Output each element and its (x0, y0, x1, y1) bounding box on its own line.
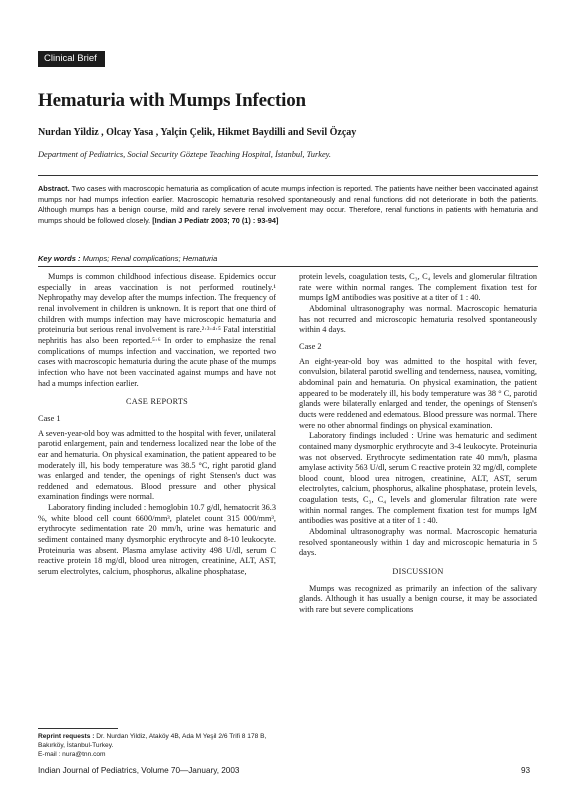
affiliation: Department of Pediatrics, Social Security Göztepe Teaching Hospital, İstanbul, Turkey. (38, 150, 332, 159)
abstract-label: Abstract. (38, 184, 70, 193)
case1-continued-paragraph: protein levels, coagulation tests, C₃, C₄ levels and glomerular filtration rate were within normal ranges. The complement fixation test for mumps IgM antibodies was positive at a titer of 1 : 40. (299, 272, 537, 303)
footnote-divider (38, 728, 118, 729)
abstract-text: Two cases with macroscopic hematuria as complication of acute mumps infection is reported. The patients have neither been vaccinated against mumps nor had mumps infection earlier. Macroscopic hematuria resolved spontaneously and renal functions did not deteriorate in both the patients. Although mumps has a benign course, mild and rarely severe renal involvement may occur. Therefore, renal functions in patients with hematuria and mumps should be followed closely. (38, 184, 538, 225)
right-column (299, 272, 537, 616)
case1-lab-paragraph: Laboratory finding included : hemoglobin 10.7 g/dl, hematocrit 36.3 %, white blood cell count 6600/mm³, platelet count 315 000/mm³, erythrocyte sedimentation rate 20 mm/h, urine was hematuric and sediment contained many dysmorphic erythrocyte and 8-10 leukocyte. Proteinuria was absent. Plasma amylase activity 498 U/dl, serum C reactive protein 18 mg/dl, blood urea nitrogen, creatinine, ALT, AST, serum electrolytes, calcium, phosphorus, alkaline phosphatase, (38, 503, 276, 577)
page-number: 93 (521, 766, 531, 775)
reprint-email: E-mail : nura@tnn.com (38, 751, 106, 758)
divider (38, 266, 538, 267)
journal-footer: Indian Journal of Pediatrics, Volume 70—January, 2003 (38, 766, 240, 775)
discussion-heading: DISCUSSION (392, 567, 444, 577)
case2-heading: Case 2 (299, 341, 322, 351)
case1-heading: Case 1 (38, 413, 61, 423)
keywords-label: Key words : (38, 254, 81, 263)
case1-paragraph: A seven-year-old boy was admitted to the hospital with fever, unilateral parotid enlargement, pain and tenderness localized near the lobe of the ear and hematuria. On physical examination, the patient appeared to be moderately ill, his body temperature was 38.5 °C, right parotid gland was enlarged and tender, the openings of right Stensen's duct was reddened and edematous. Blood pressure and other physical examination findings were normal. (38, 428, 276, 502)
reprint-label: Reprint requests : (38, 733, 95, 740)
reprint-footnote (38, 732, 276, 759)
case2-paragraph: An eight-year-old boy was admitted to the hospital with fever, convulsion, bilateral parotid swelling and tenderness, nausea, vomiting, abdominal pain and hematuria. On physical examination, the patient appeared to be moderately ill, his body temperature was 38 ° C, parotid glands were bilaterally enlarged and tender, the openings of Stensen's ducts were reddened and edematous. Blood pressure was normal. There were no other abnormal findings on physical examination. (299, 356, 537, 430)
discussion-paragraph: Mumps was recognized as primarily an infection of the salivary glands. Although it has usually a benign course, it may be associated with rare but severe complications (299, 583, 537, 615)
reprint-address: Dr. Nurdan Yildiz, Ataköy 4B, Ada M Yeşil 2/6 Trifi 8 178 B, Bakırköy, İstanbul-Turkey. (38, 733, 267, 749)
case1-ultrasound-paragraph: Abdominal ultrasonography was normal. Macroscopic hematuria has not recurred and microscopic hematuria resolved spontaneously within 4 days. (299, 303, 537, 335)
article-title: Hematuria with Mumps Infection (38, 90, 306, 111)
divider (38, 175, 538, 176)
intro-paragraph: Mumps is common childhood infectious disease. Epidemics occur especially in areas vaccination is not performed routinely.¹ Nephropathy may develop after the mumps infection. The frequency of renal involvement in children is unknown. It is report that one third of children with mumps infection may have microscopic hematuria and proteinuria but serious renal involvement is rare.²·³·⁴·⁵ Fatal interstitial nephritis has also been reported.⁵·⁶ In order to emphasize the renal complications of mumps infection and vaccination, we reported two cases with macroscopic hematuria during the acute phase of the mumps infection who have not been vaccinated against mumps and have not had a mumps infection earlier. (38, 272, 276, 388)
abstract-citation: [Indian J Pediatr 2003; 70 (1) : 93-94] (152, 215, 279, 225)
case2-ultrasound-paragraph: Abdominal ultrasonography was normal. Macroscopic hematuria resolved spontaneously within 1 day and microscopic hematuria in 5 days. (299, 527, 537, 558)
keywords (38, 254, 217, 263)
abstract (38, 184, 538, 226)
left-column (38, 272, 276, 578)
keywords-text: Mumps; Renal complications; Hematuria (82, 254, 218, 263)
case-reports-heading: CASE REPORTS (125, 397, 189, 407)
section-label: Clinical Brief (38, 51, 105, 67)
case2-lab-paragraph: Laboratory findings included : Urine was hematuric and sediment contained many dysmorphic erythrocyte and 3-4 leukocyte. Proteinuria was not observed. Erythrocyte sedimentation rate 40 mm/h, plasma amylase activity 563 U/dl, serum C reactive protein 32 mg/dl, complete blood count, blood urea nitrogen, creatinine, ALT, AST, serum electrolytes, calcium, phosphorus, alkaline phosphatase, protein levels, coagulation tests, C₃, C₄ levels and glomerular filtration rate were within normal ranges. The complement fixation test for mumps IgM antibodies was positive at a titer of 1 : 40. (299, 431, 537, 526)
author-list: Nurdan Yildiz , Olcay Yasa , Yalçin Çelik, Hikmet Baydilli and Sevil Özçay (38, 127, 357, 138)
